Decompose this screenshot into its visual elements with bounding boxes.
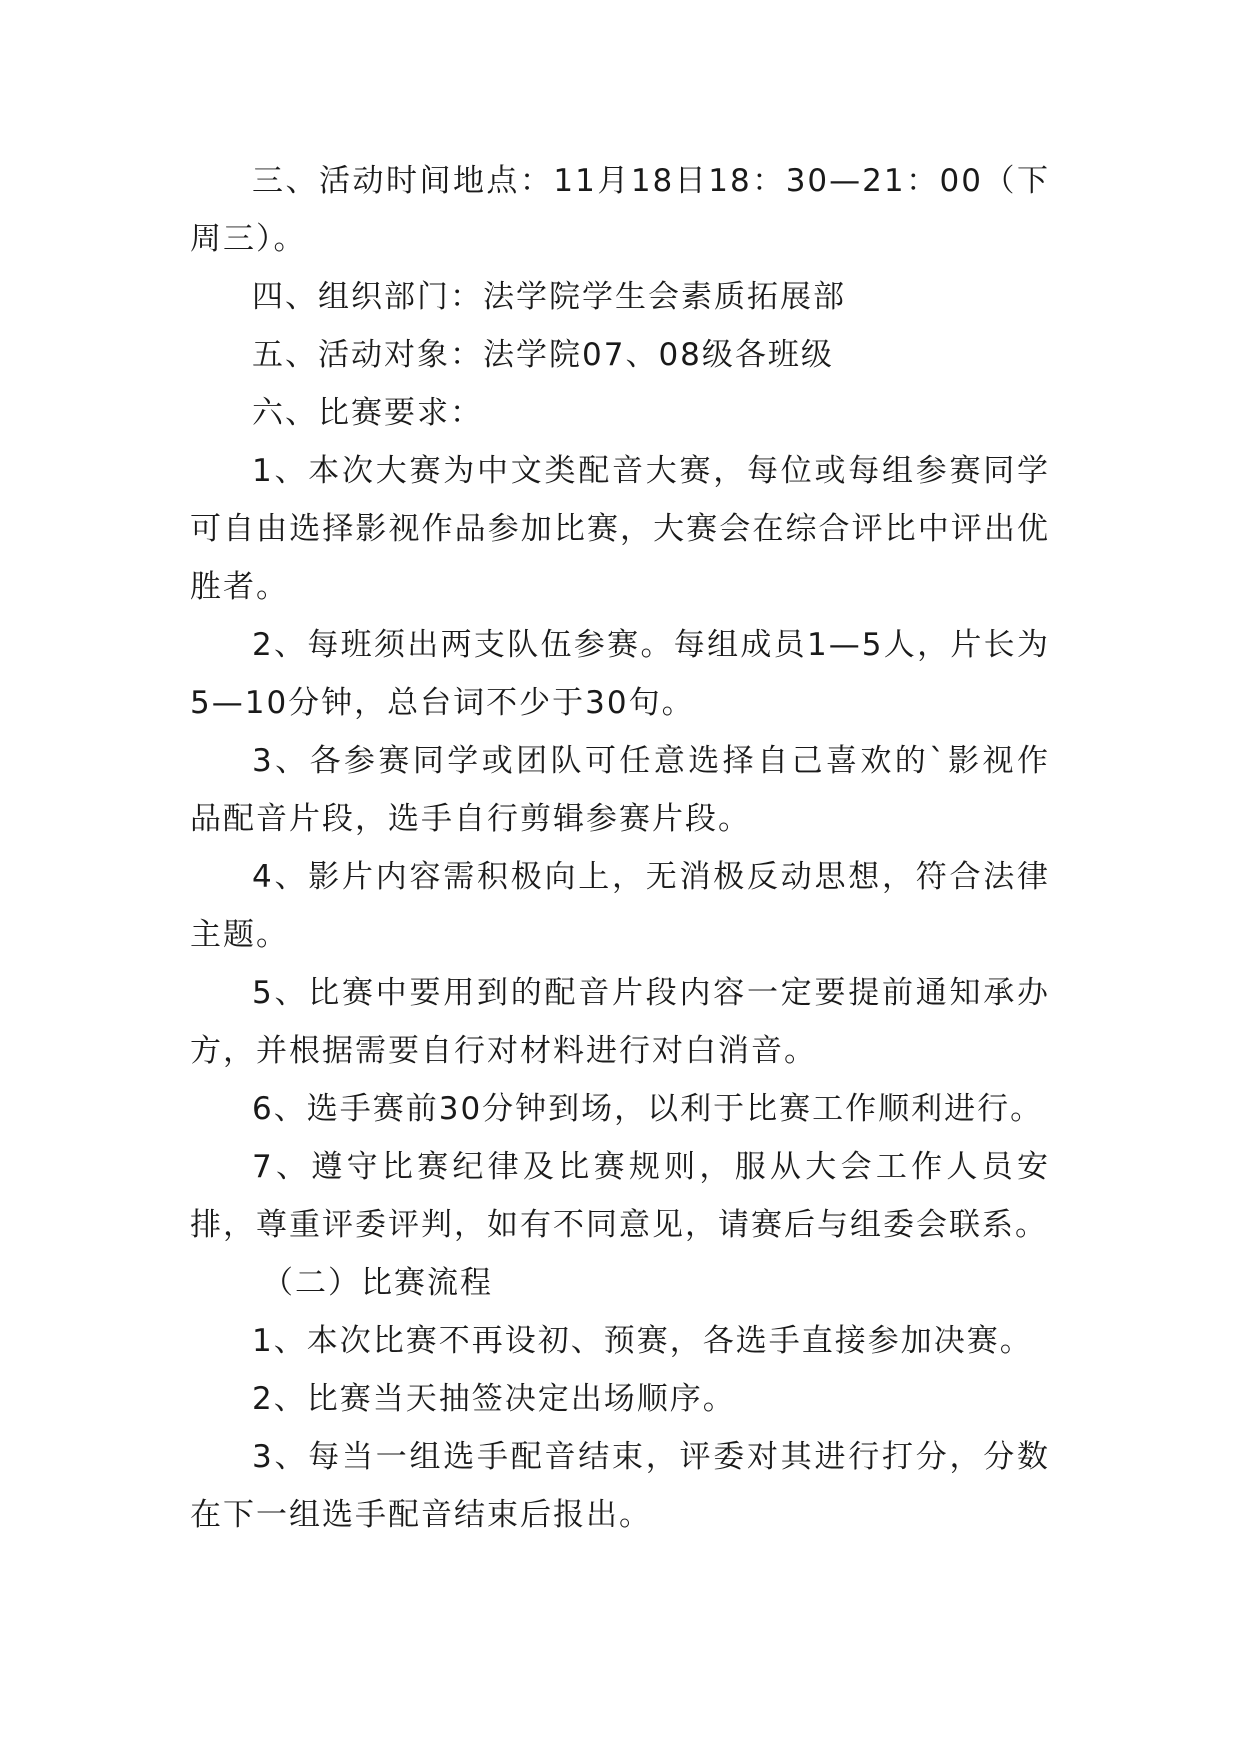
section-organizer: 四、组织部门：法学院学生会素质拓展部 [252, 279, 846, 315]
requirement-item-6: 6、选手赛前30分钟到场，以利于比赛工作顺利进行。 [252, 1091, 1044, 1127]
process-item-1: 1、本次比赛不再设初、预赛，各选手直接参加决赛。 [252, 1323, 1033, 1359]
section-audience: 五、活动对象：法学院07、08级各班级 [252, 337, 834, 373]
section-requirements-heading: 六、比赛要求： [252, 395, 483, 431]
document-body [190, 152, 1050, 1544]
requirement-item-5: 5、比赛中要用到的配音片段内容一定要提前通知承办方，并根据需要自行对材料进行对白消音。 [190, 975, 1050, 1069]
section-process-heading: （二）比赛流程 [262, 1265, 493, 1301]
process-item-3: 3、每当一组选手配音结束，评委对其进行打分，分数在下一组选手配音结束后报出。 [190, 1439, 1050, 1533]
requirement-item-4: 4、影片内容需积极向上，无消极反动思想，符合法律主题。 [190, 859, 1050, 953]
requirement-item-3: 3、各参赛同学或团队可任意选择自己喜欢的`影视作品配音片段，选手自行剪辑参赛片段。 [190, 743, 1050, 837]
requirement-item-2: 2、每班须出两支队伍参赛。每组成员1—5人，片长为5—10分钟，总台词不少于30句。 [190, 627, 1050, 721]
requirement-item-1: 1、本次大赛为中文类配音大赛，每位或每组参赛同学可自由选择影视作品参加比赛，大赛会在综合评比中评出优胜者。 [190, 453, 1050, 605]
process-item-2: 2、比赛当天抽签决定出场顺序。 [252, 1381, 736, 1417]
requirement-item-7: 7、遵守比赛纪律及比赛规则，服从大会工作人员安排，尊重评委评判，如有不同意见，请赛后与组委会联系。 [190, 1149, 1050, 1243]
section-time-location: 三、活动时间地点：11月18日18：30—21：00（下周三）。 [190, 163, 1050, 257]
